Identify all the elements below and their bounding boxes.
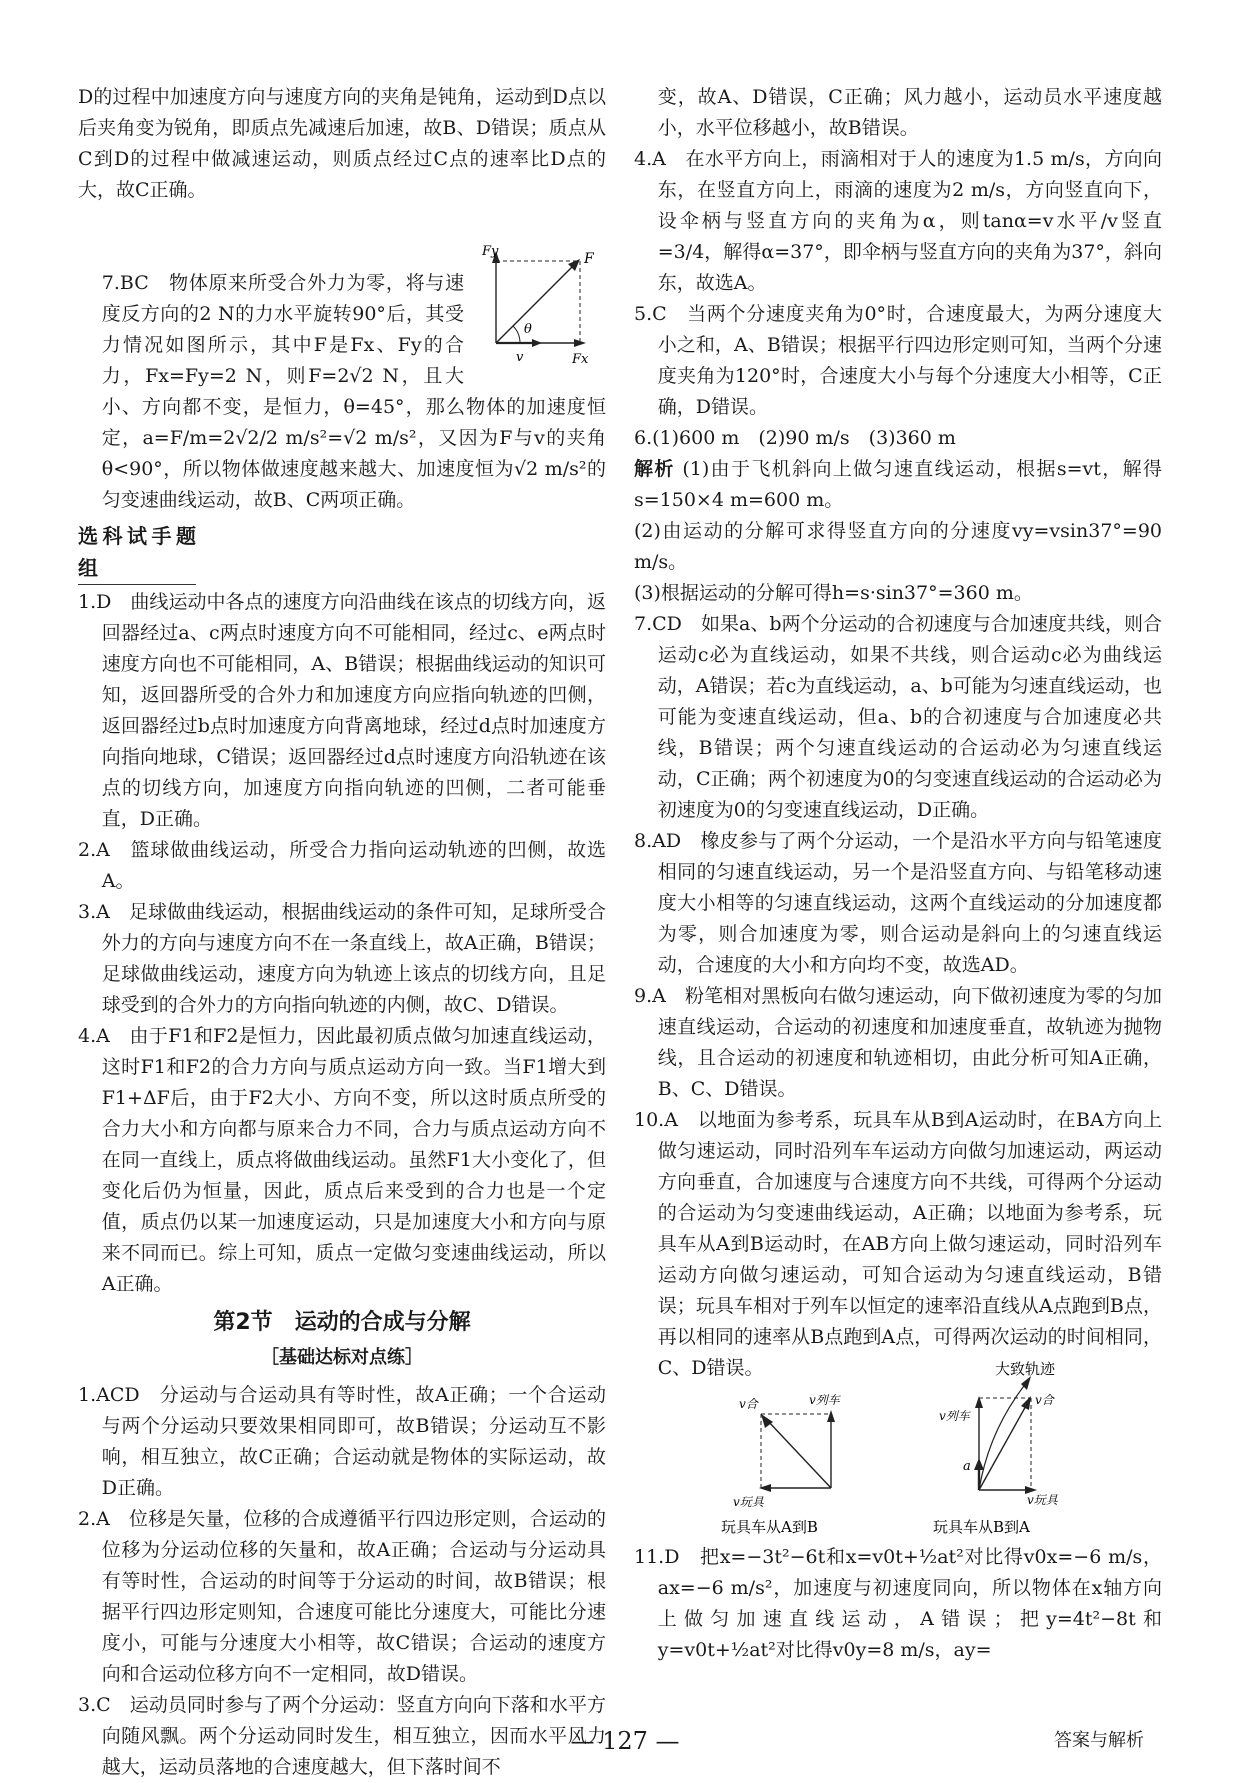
subsection-title: ［基础达标对点练］ (261, 1347, 423, 1368)
fx-label: Fx (572, 352, 589, 367)
footer-label: 答案与解析 (1054, 1730, 1144, 1751)
answer-xk-3: 3.A 足球做曲线运动，根据曲线运动的条件可知，足球所受合外力的方向与速度方向不在一条直线上，故A正确，B错误；足球做曲线运动，速度方向为轨迹上该点的切线方向，且足球受到的合外力的方向指向轨迹的内侧，故C、D错误。 (78, 901, 606, 1016)
vhe-arrow (979, 1404, 1027, 1490)
v-label: v (516, 350, 524, 365)
velocity-figure-b-to-a (919, 1358, 1134, 1536)
vlieche-label: v列车 (809, 1393, 840, 1407)
page-number: — 127 — (570, 1727, 680, 1755)
answer-jc-5: 5.C 当两个分速度夹角为0°时，合速度最大，为两分速度大小之和，A、B错误；根据平行四边形定则可知，当两个分速度夹角为120°时，合速度大小与每个分速度大小相等，C正确，D错误。 (634, 303, 1162, 418)
caption-a: 玩具车从A到B (721, 1518, 818, 1536)
a-arrowhead (974, 1458, 984, 1470)
theta-label: θ (524, 322, 532, 337)
velocity-figures (634, 1360, 1162, 1536)
answer-jc-6-step-2: (2)由运动的分解可求得竖直方向的分速度vy=vsin37°=90 m/s。 (634, 520, 1162, 573)
left-continuation: D的过程中加速度方向与速度方向的夹角是钝角，运动到D点以后夹角变为锐角，即质点先减速后加速，故B、D错误；质点从C到D的过程中做减速运动，则质点经过C点的速率比D点的大，故C正确。 (78, 86, 606, 201)
f-label: F (584, 251, 594, 267)
section-title: 第2节 运动的合成与分解 (213, 1310, 471, 1335)
answer-jc-3: 3.C 运动员同时参与了两个分运动：竖直方向向下落和水平方向随风飘。两个分运动同时发生，相互独立，因而水平风力越大，运动员落地的合速度越大，但下落时间不 (78, 1694, 606, 1778)
right-continuation: 变，故A、D错误，C正确；风力越小，运动员水平速度越小，水平位移越小，故B错误。 (657, 86, 1162, 139)
answer-jc-8: 8.AD 橡皮参与了两个分运动，一个是沿水平方向与铅笔速度相同的匀速直线运动，另一个是沿竖直方向、与铅笔移动速度大小相等的匀速直线运动，这两个直线运动的分加速度都为零，则合加速度为零，则合运动是斜向上的匀速直线运动，合速度的大小和方向均不变，故选AD。 (634, 830, 1162, 976)
caption-b: 玩具车从B到A (933, 1518, 1030, 1536)
trajectory-label: 大致轨迹 (995, 1360, 1056, 1378)
answer-jc-10: 10.A 以地面为参考系，玩具车从B到A运动时，在BA方向上做匀速运动，同时沿列车车运动方向做匀加速运动，两运动方向垂直，合加速度与合速度方向不共线，可得两个分运动的合运动为匀变速曲线运动，A正确；以地面为参考系，玩具车从A到B运动时，在AB方向上做匀速运动，同时沿列车运动方向做匀速运动，可知合运动为匀速直线运动，B错误；玩具车相对于列车以恒定的速率沿直线从A点跑到B点，再以相同的速率从B点跑到A点，可得两次运动的时间相同，C、D错误。 (634, 1109, 1162, 1379)
answer-7-text: 7.BC 物体原来所受合外力为零，将与速度反方向的2 N的力水平旋转90°后，其受力情况如图所示，其中F是Fx、Fy的合力，Fx=Fy=2 N，则F=2√2 N，且大小、方向都不变，是恒力，θ=45°，那么物体的加速度恒定，a=F/m=2√2/2 m/s²=√2 m/s²，又因为F与v的夹角θ<90°，所以物体做速度越来越大、加速度恒为√2 m/s²的匀变速曲线运动，故B、C两项正确。 (101, 272, 606, 511)
theta-arc (513, 326, 520, 343)
jiexi-label: 解析 (634, 458, 675, 480)
vlieche-label: v列车 (939, 1409, 970, 1423)
vhe-label: v合 (1035, 1393, 1054, 1407)
answer-jc-1: 1.ACD 分运动与合运动具有等时性，故A正确；一个合运动与两个分运动只要效果相同即可，故B错误；分运动互不影响，相互独立，故C正确；合运动就是物体的实际运动，故D正确。 (78, 1384, 606, 1499)
answer-jc-7: 7.CD 如果a、b两个分运动的合初速度与合加速度共线，则合运动c必为直线运动，如果不共线，则合运动c必为曲线运动，A错误；若c为直线运动，a、b可能为匀速直线运动，也可能为变速直线运动，但a、b的合初速度与合加速度必共线，B错误；两个匀速直线运动的合运动必为匀速直线运动，C正确；两个初速度为0的匀变速直线运动的合运动必为初速度为0的匀变速直线运动，D正确。 (634, 613, 1162, 821)
page-footer (0, 1724, 1250, 1758)
answer-jc-9: 9.A 粉笔相对黑板向右做匀速运动，向下做初速度为零的匀加速直线运动，合运动的初速度和加速度垂直，故轨迹为抛物线，且合运动的初速度和轨迹相切，由此分析可知A正确，B、C、D错误。 (634, 985, 1162, 1100)
answer-xk-1: 1.D 曲线运动中各点的速度方向沿曲线在该点的切线方向，返回器经过a、c两点时速度方向不可能相同，经过c、e两点时速度方向也不可能相同，A、B错误；根据曲线运动的知识可知，返回器所受的合外力和加速度方向应指向轨迹的凹侧，返回器经过b点时加速度方向背离地球，经过d点时加速度方向指向地球，C错误；返回器经过d点时速度方向沿轨迹在该点的切线方向，加速度方向指向轨迹的凹侧，二者可能垂直，D正确。 (78, 591, 606, 830)
answer-xk-4: 4.A 由于F1和F2是恒力，因此最初质点做匀加速直线运动，这时F1和F2的合力方向与质点运动方向一致。当F1增大到F1+ΔF后，由于F2大小、方向不变，所以这时质点所受的合力大小和方向都与原来合力不同，合力与质点运动方向不在同一直线上，质点将做曲线运动。虽然F1大小变化了，但变化后仍为恒量，因此，质点后来受到的合力也是一个定值，质点仍以某一加速度运动，只是加速度大小和方向与原来不同而已。综上可知，质点一定做匀变速曲线运动，所以A正确。 (78, 1025, 606, 1295)
answer-jc-6: 6.(1)600 m (2)90 m/s (3)360 m (634, 427, 956, 449)
answer-jc-11: 11.D 把x=−3t²−6t和x=v0t+½at²对比得v0x=−6 m/s，ax=−6 m/s²，加速度与初速度同向，所以物体在x轴方向上做匀加速直线运动，A错误；把y=4t²−8t和y=v0t+½at²对比得v0y=8 m/s，ay= (634, 1546, 1162, 1661)
fy-label: Fy (482, 244, 499, 259)
vhe-arrowhead (761, 1414, 773, 1428)
answer-jc-6-step-1: (1)由于飞机斜向上做匀速直线运动，根据s=vt，解得s=150×4 m=600 m。 (634, 458, 1162, 511)
section-heading-xuanke: 选科试手题组 (78, 520, 196, 585)
answer-jc-6-step-3: (3)根据运动的分解可得h=s·sin37°=360 m。 (634, 582, 1033, 604)
left-column (78, 82, 606, 1783)
f-arrow (496, 265, 574, 343)
vwanju-label: v玩具 (1027, 1493, 1058, 1507)
vlieche-arrowhead (827, 1410, 835, 1422)
vwanju-label: v玩具 (733, 1495, 764, 1509)
answer-jc-6-explain-1 (634, 454, 1162, 516)
velocity-figure-a-to-b (709, 1386, 889, 1536)
answer-jc-4: 4.A 在水平方向上，雨滴相对于人的速度为1.5 m/s，方向向东，在竖直方向上，雨滴的速度为2 m/s，方向竖直向下，设伞柄与竖直方向的夹角为α，则tanα=v水平/v竖直=3/4，解得α=37°，即伞柄与竖直方向的夹角为37°，斜向东，故选A。 (634, 148, 1162, 294)
vhe-label: v合 (739, 1397, 758, 1411)
vhe-arrow (767, 1420, 831, 1488)
answer-7 (78, 206, 606, 516)
right-column (634, 82, 1162, 1666)
answer-xk-2: 2.A 篮球做曲线运动，所受合力指向运动轨迹的凹侧，故选A。 (78, 839, 606, 892)
answer-jc-2: 2.A 位移是矢量，位移的合成遵循平行四边形定则，合运动的位移为分运动位移的矢量和，故A正确；合运动与分运动具有等时性，合运动的时间等于分运动的时间，故B错误；根据平行四边形定则知，合速度可能比分速度大，可能比分速度小，可能与分速度大小相等，故C错误；合运动的速度方向和合运动位移方向不一定相同，故D错误。 (78, 1508, 606, 1685)
v-arrowhead (532, 339, 542, 347)
a-label: a (963, 1459, 971, 1474)
force-diagram-figure (476, 241, 606, 371)
